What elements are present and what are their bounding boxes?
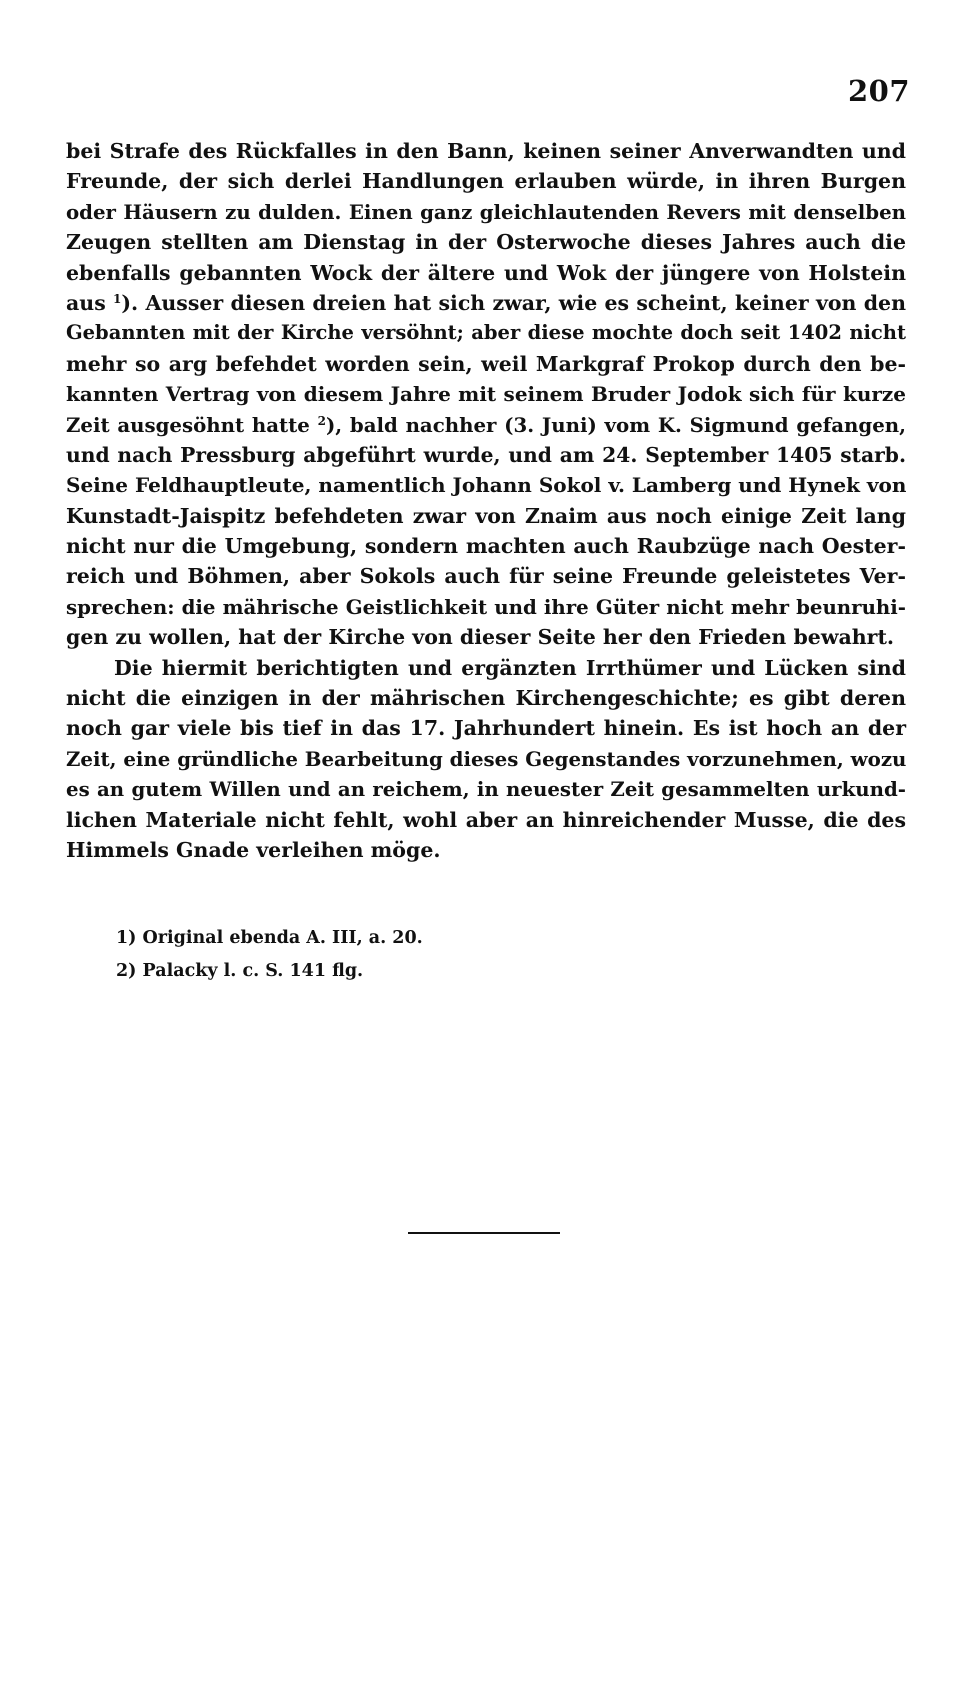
footnotes: [116, 922, 423, 988]
text-line: und nach Pressburg abgeführt wurde, und am 24. September 1405 starb.: [66, 442, 906, 467]
footnote-ref[interactable]: 1: [113, 291, 122, 306]
text-line: kannten Vertrag von diesem Jahre mit seinem Bruder Jodok sich für kurze: [66, 382, 906, 407]
text-line: [66, 288, 906, 318]
page-number: 207: [848, 74, 911, 108]
text-line: noch gar viele bis tief in das 17. Jahrhundert hinein. Es ist hoch an der: [66, 716, 906, 741]
text-line: Seine Feldhauptleute, namentlich Johann Sokol v. Lamberg und Hynek von: [66, 473, 907, 498]
text-line: ebenfalls gebannten Wock der ältere und Wok der jüngere von Holstein: [66, 260, 906, 285]
text-line: Freunde, der sich derlei Handlungen erlauben würde, in ihren Burgen: [66, 169, 906, 194]
footnote-1: 1) Original ebenda A. III, a. 20.: [116, 928, 423, 948]
text-line: Zeugen stellten am Dienstag in der Osterwoche dieses Jahres auch die: [66, 230, 906, 255]
text-line: Die hiermit berichtigten und ergänzten Irrthümer und Lücken sind: [114, 655, 906, 680]
text-line: gen zu wollen, hat der Kirche von dieser Seite her den Frieden bewahrt.: [66, 625, 895, 650]
text-line: oder Häusern zu dulden. Einen ganz gleichlautenden Revers mit denselben: [66, 199, 906, 224]
body-text: [66, 136, 906, 865]
line-text: aus: [66, 290, 113, 315]
footnote-ref[interactable]: 2: [317, 413, 326, 428]
text-line: sprechen: die mährische Geistlichkeit und ihre Güter nicht mehr beunruhi-: [66, 594, 906, 619]
text-line: Himmels Gnade verleihen möge.: [66, 837, 441, 862]
text-line: reich und Böhmen, aber Sokols auch für seine Freunde geleistetes Ver-: [66, 564, 906, 589]
text-line: [66, 410, 906, 440]
text-line: Gebannten mit der Kirche versöhnt; aber diese mochte doch seit 1402 nicht: [66, 321, 906, 345]
text-line: nicht die einzigen in der mährischen Kirchengeschichte; es gibt deren: [66, 686, 906, 711]
end-rule: [408, 1232, 560, 1234]
footnote-2: 2) Palacky l. c. S. 141 flg.: [116, 961, 364, 981]
text-line: mehr so arg befehdet worden sein, weil Markgraf Prokop durch den be-: [66, 351, 906, 376]
text-line: Zeit, eine gründliche Bearbeitung dieses Gegenstandes vorzunehmen, wozu: [66, 746, 907, 771]
text-line: es an gutem Willen und an reichem, in neuester Zeit gesammelten urkund-: [66, 777, 906, 802]
line-text: ). Ausser diesen dreien hat sich zwar, wie es scheint, keiner von den: [121, 290, 906, 315]
text-line: Kunstadt-Jaispitz befehdeten zwar von Znaim aus noch einige Zeit lang: [66, 503, 906, 528]
text-line: bei Strafe des Rückfalles in den Bann, keinen seiner Anverwandten und: [66, 139, 906, 163]
line-text: ), bald nachher (3. Juni) vom K. Sigmund gefangen,: [325, 412, 906, 437]
line-text: Zeit ausgesöhnt hatte: [66, 412, 318, 437]
text-line: lichen Materiale nicht fehlt, wohl aber an hinreichender Musse, die des: [66, 807, 906, 832]
text-line: nicht nur die Umgebung, sondern machten auch Raubzüge nach Oester-: [66, 534, 906, 559]
